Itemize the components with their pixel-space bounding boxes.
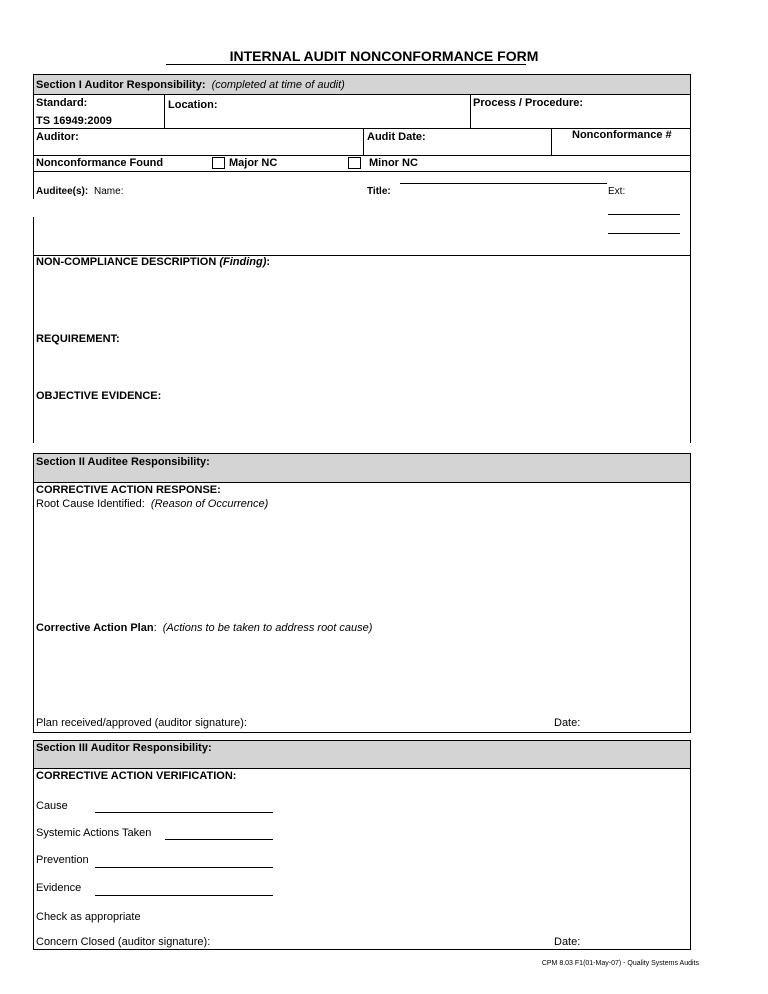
date-label: Date: — [554, 717, 581, 729]
title-input-line[interactable] — [400, 183, 607, 184]
noncompliance-heading — [36, 256, 270, 268]
nc-found-label: Nonconformance Found — [36, 157, 164, 169]
section2-body — [33, 482, 691, 733]
nc-number-label: Nonconformance # — [572, 129, 672, 141]
section1-header-text — [36, 79, 345, 91]
section3-title: Section III Auditor Responsibility: — [36, 742, 212, 754]
minor-nc-checkbox[interactable] — [348, 157, 361, 169]
divider — [164, 94, 165, 129]
audit-date-label: Audit Date: — [367, 131, 426, 143]
section1-title: Section I Auditor Responsibility: — [36, 79, 206, 91]
major-nc-label: Major NC — [229, 157, 278, 169]
divider — [470, 94, 471, 129]
cause-input-line[interactable] — [95, 812, 273, 813]
cap-label: Corrective Action Plan — [36, 622, 154, 634]
finding-colon: : — [266, 256, 271, 268]
car-label: CORRECTIVE ACTION RESPONSE: — [36, 484, 221, 496]
auditees-label: Auditee(s): — [36, 186, 89, 197]
ext-input-line[interactable] — [608, 233, 680, 234]
systemic-input-line[interactable] — [165, 839, 273, 840]
cause-label: Cause — [36, 800, 68, 812]
objective-evidence-label: OBJECTIVE EVIDENCE: — [36, 390, 162, 402]
standard-row — [33, 94, 691, 129]
divider — [551, 128, 552, 156]
border-right — [690, 171, 691, 443]
plan-received-label: Plan received/approved (auditor signature): — [36, 717, 247, 729]
verification-label: CORRECTIVE ACTION VERIFICATION: — [36, 770, 237, 782]
check-label: Check as appropriate — [36, 911, 141, 923]
ext-input-line[interactable] — [608, 214, 680, 215]
form-title: INTERNAL AUDIT NONCONFORMANCE FORM — [229, 48, 539, 64]
cap-colon: : — [153, 622, 157, 634]
minor-nc-label: Minor NC — [369, 157, 418, 169]
divider — [363, 128, 364, 156]
border-left — [33, 217, 34, 443]
closed-label: Concern Closed (auditor signature): — [36, 936, 211, 948]
systemic-label: Systemic Actions Taken — [36, 827, 152, 839]
cap-note: (Actions to be taken to address root cause) — [162, 622, 373, 634]
standard-value[interactable]: TS 16949:2009 — [36, 115, 112, 127]
major-nc-checkbox[interactable] — [212, 157, 225, 169]
footer-text: CPM 8.03 F1(01-May-07) - Quality Systems Audits — [541, 960, 699, 967]
noncompliance-label: NON-COMPLIANCE DESCRIPTION — [36, 256, 217, 268]
prevention-label: Prevention — [36, 854, 89, 866]
border-left — [33, 171, 34, 199]
evidence-label: Evidence — [36, 882, 82, 894]
process-label: Process / Procedure: — [473, 97, 584, 109]
name-label: Name: — [94, 186, 124, 197]
title-underline — [166, 64, 526, 65]
root-cause-field — [36, 498, 268, 510]
prevention-input-line[interactable] — [95, 867, 273, 868]
ext-label: Ext: — [608, 186, 626, 197]
auditor-label: Auditor: — [36, 131, 79, 143]
location-label: Location: — [168, 99, 218, 111]
section2-title: Section II Auditee Responsibility: — [36, 456, 210, 468]
finding-label: (Finding) — [219, 256, 267, 268]
date-label: Date: — [554, 936, 581, 948]
evidence-input-line[interactable] — [95, 895, 273, 896]
auditees-field — [36, 186, 123, 197]
cap-field — [36, 622, 372, 634]
requirement-label: REQUIREMENT: — [36, 333, 120, 345]
root-cause-label: Root Cause Identified: — [36, 498, 145, 510]
standard-label: Standard: — [36, 97, 88, 109]
section1-note: (completed at time of audit) — [211, 79, 345, 91]
title-label: Title: — [367, 186, 391, 197]
root-cause-note: (Reason of Occurrence) — [150, 498, 269, 510]
